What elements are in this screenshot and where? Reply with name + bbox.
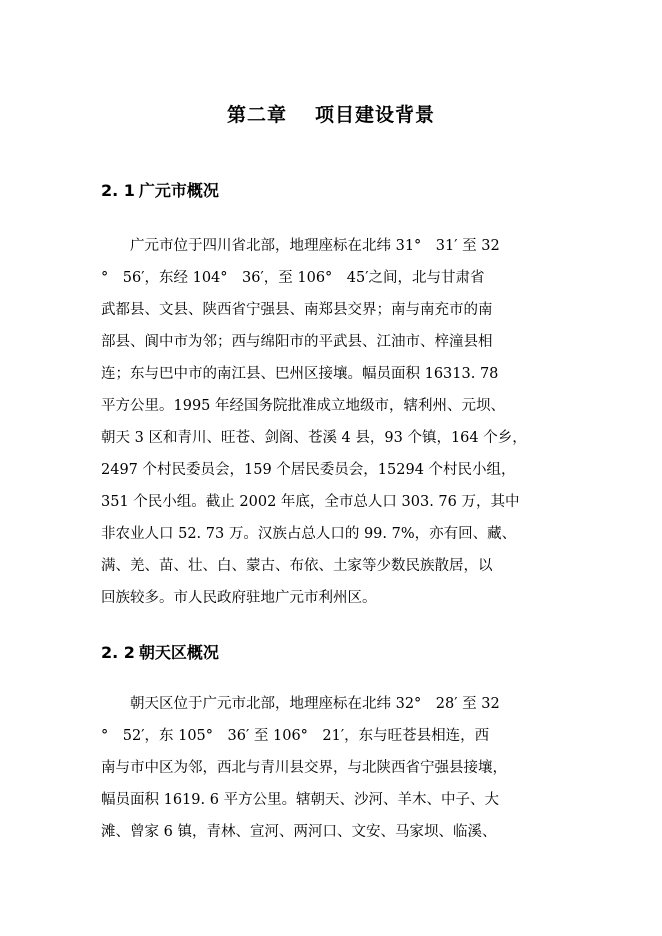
section-title: 朝天区概况 bbox=[138, 643, 219, 662]
paragraph-line: 2497 个村民委员会，159 个居民委员会，15294 个村民小组， bbox=[101, 462, 516, 478]
paragraph-line: 351 个民小组。截止 2002 年底，全市总人口 303. 76 万，其中 bbox=[101, 494, 520, 510]
chapter-heading bbox=[0, 100, 662, 127]
paragraph-line: 朝天 3 区和青川、旺苍、剑阁、苍溪 4 县，93 个镇，164 个乡， bbox=[101, 430, 527, 446]
paragraph-line: 连；东与巴中市的南江县、巴州区接壤。幅员面积 16313. 78 bbox=[101, 366, 499, 382]
chapter-title: 项目建设背景 bbox=[315, 104, 436, 126]
paragraph-line: 朝天区位于广元市北部，地理座标在北纬 32° 28′ 至 32 bbox=[101, 696, 500, 712]
section-2-2-paragraph bbox=[101, 688, 571, 848]
paragraph-line: 幅员面积 1619. 6 平方公里。辖朝天、沙河、羊木、中子、大 bbox=[101, 792, 500, 808]
section-number: 2. 2 bbox=[101, 643, 135, 662]
paragraph-line: 滩、曾家 6 镇，青林、宣河、两河口、文安、马家坝、临溪、 bbox=[101, 824, 497, 840]
section-heading-2-2 bbox=[101, 640, 219, 663]
section-heading-2-1 bbox=[101, 178, 219, 201]
paragraph-line: 非农业人口 52. 73 万。汉族占总人口的 99. 7%，亦有回、藏、 bbox=[101, 526, 517, 542]
paragraph-line: 平方公里。1995 年经国务院批准成立地级市，辖利州、元坝、 bbox=[101, 398, 506, 414]
paragraph-line: 南与市中区为邻，西北与青川县交界，与北陕西省宁强县接壤， bbox=[101, 760, 507, 776]
section-number: 2. 1 bbox=[101, 181, 135, 200]
paragraph-line: 广元市位于四川省北部，地理座标在北纬 31° 31′ 至 32 bbox=[101, 238, 500, 254]
paragraph-line: 部县、阆中市为邻；西与绵阳市的平武县、江油市、梓潼县相 bbox=[101, 334, 493, 350]
paragraph-line: 回族较多。市人民政府驻地广元市利州区。 bbox=[101, 590, 377, 606]
chapter-number: 第二章 bbox=[226, 104, 287, 126]
paragraph-line: 武都县、文县、陕西省宁强县、南郑县交界；南与南充市的南 bbox=[101, 302, 493, 318]
paragraph-line: ° 56′，东经 104° 36′，至 106° 45′之间，北与甘肃省 bbox=[101, 270, 485, 286]
section-title: 广元市概况 bbox=[138, 181, 219, 200]
paragraph-line: 满、羌、苗、壮、白、蒙古、布依、土家等少数民族散居，以 bbox=[101, 558, 493, 574]
section-2-1-paragraph bbox=[101, 230, 571, 614]
paragraph-line: ° 52′，东 105° 36′ 至 106° 21′，东与旺苍县相连，西 bbox=[101, 728, 490, 744]
